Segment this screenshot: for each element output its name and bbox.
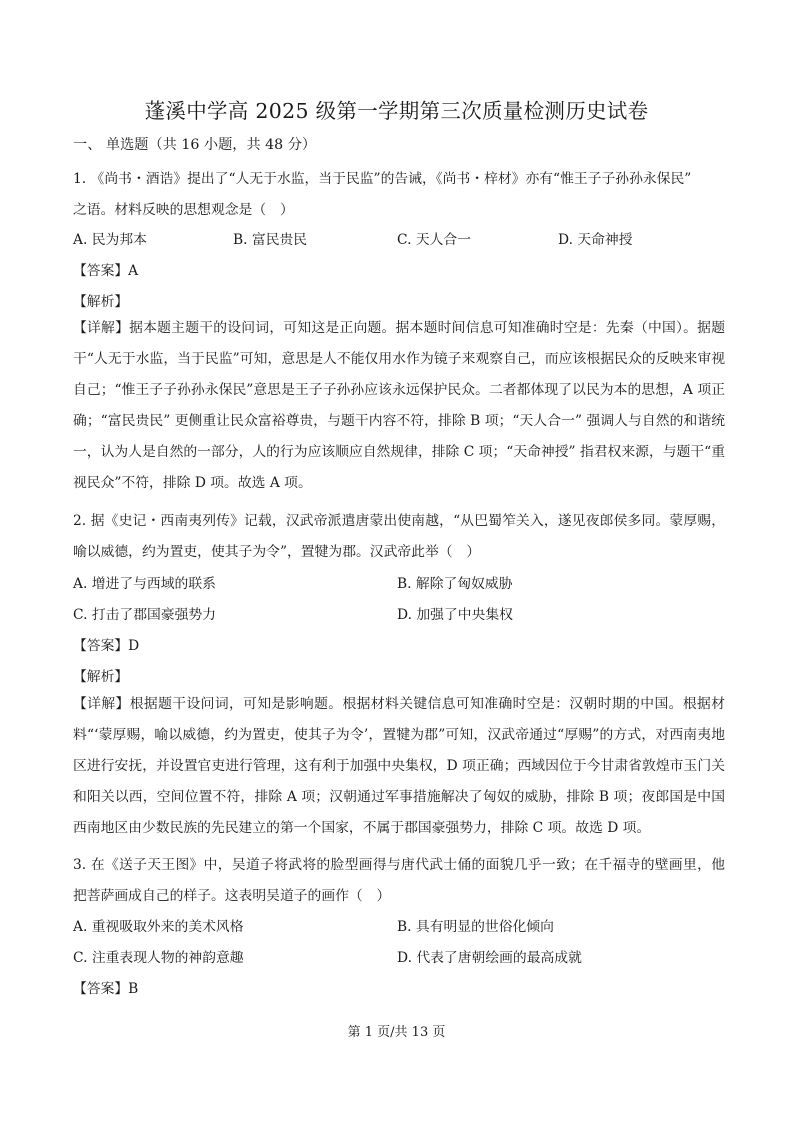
q2-stem: 2. 据《史记・西南夷列传》记载，汉武帝派遣唐蒙出使南越，“从巴蜀笮关入，遂见夜郎侯多同。蒙厚赐，喻以威德，约为置吏，使其子为令”，置犍为郡。汉武帝此举（ ） xyxy=(73,513,725,561)
exam-title: 蓬溪中学高 2025 级第一学期第三次质量检测历史试卷 xyxy=(144,99,649,123)
page-footer: 第 1 页/共 13 页 xyxy=(347,1025,446,1040)
q2-detail: 【详解】根据题干设问词，可知是影响题。根据材料关键信息可知准确时空是：汉朝时期的中国。根据材料“‘蒙厚赐，喻以威德，约为置吏，使其子为令’，置犍为郡”可知，汉武帝通过“厚赐”的方式，对西南夷地区进行安抚，并设置官吏进行管理，这有利于加强中央集权，D 项正确；西域因位于今甘肃省敦煌市玉门关和阳关以西，空间位置不符，排除 A 项；汉朝通过军事措施解决了匈奴的威胁，排除 B 项；夜郎国是中国西南地区由少数民族的先民建立的第一个国家，不属于郡国豪强势力，排除 C 项。故选 D 项。 xyxy=(73,696,725,837)
q3-stem: 3. 在《送子天王图》中，吴道子将武将的脸型画得与唐代武士俑的面貌几乎一致；在千福寺的壁画里，他把菩萨画成自己的样子。这表明吴道子的画作（ ） xyxy=(73,857,725,905)
q1-option-b: B. 富民贵民 xyxy=(233,232,308,248)
q3-answer: 【答案】B xyxy=(73,981,139,997)
q1-answer: 【答案】A xyxy=(73,263,139,279)
q1-option-d: D. 天命神授 xyxy=(558,232,633,248)
q1-stem-line2: 之语。材料反映的思想观念是（ ） xyxy=(73,202,294,218)
q2-analysis-label: 【解析】 xyxy=(73,669,129,685)
q1-stem-line1: 1. 《尚书・酒诰》提出了“人无于水监，当于民监”的告诫，《尚书・梓材》亦有“惟王子子孙孙永保民” xyxy=(73,171,692,187)
q2-option-d: D. 加强了中央集权 xyxy=(397,607,513,623)
q3-option-b: B. 具有明显的世俗化倾向 xyxy=(397,919,554,935)
q3-option-d: D. 代表了唐朝绘画的最高成就 xyxy=(397,950,582,966)
q2-option-b: B. 解除了匈奴威胁 xyxy=(397,576,513,592)
q1-option-c: C. 天人合一 xyxy=(397,232,472,248)
q2-option-a: A. 增进了与西域的联系 xyxy=(73,576,216,592)
q3-option-a: A. 重视吸取外来的美术风格 xyxy=(73,919,244,935)
q1-analysis-label: 【解析】 xyxy=(73,294,129,310)
q1-option-a: A. 民为邦本 xyxy=(73,232,147,248)
section-heading: 一、 单选题（共 16 小题，共 48 分） xyxy=(73,137,317,153)
q2-option-c: C. 打击了郡国豪强势力 xyxy=(73,607,217,623)
q3-option-c: C. 注重表现人物的神韵意趣 xyxy=(73,950,244,966)
q2-answer: 【答案】D xyxy=(73,638,140,654)
q1-detail: 【详解】据本题主题干的设问词，可知这是正向题。据本题时间信息可知准确时空是：先秦（中国）。据题干“人无于水监，当于民监”可知，意思是人不能仅用水作为镜子来观察自己，而应该根据民众的反映来审视自己；“惟王子子孙孙永保民”意思是王子子孙孙应该永远保护民众。二者都体现了以民为本的思想，A 项正确；“富民贵民” 更侧重让民众富裕尊贵，与题干内容不符，排除 B 项；“天人合一” 强调人与自然的和谐统一，认为人是自然的一部分，人的行为应该顺应自然规律，排除 C 项；“天命神授” 指君权来源，与题干“重视民众”不符，排除 D 项。故选 A 项。 xyxy=(73,320,725,492)
